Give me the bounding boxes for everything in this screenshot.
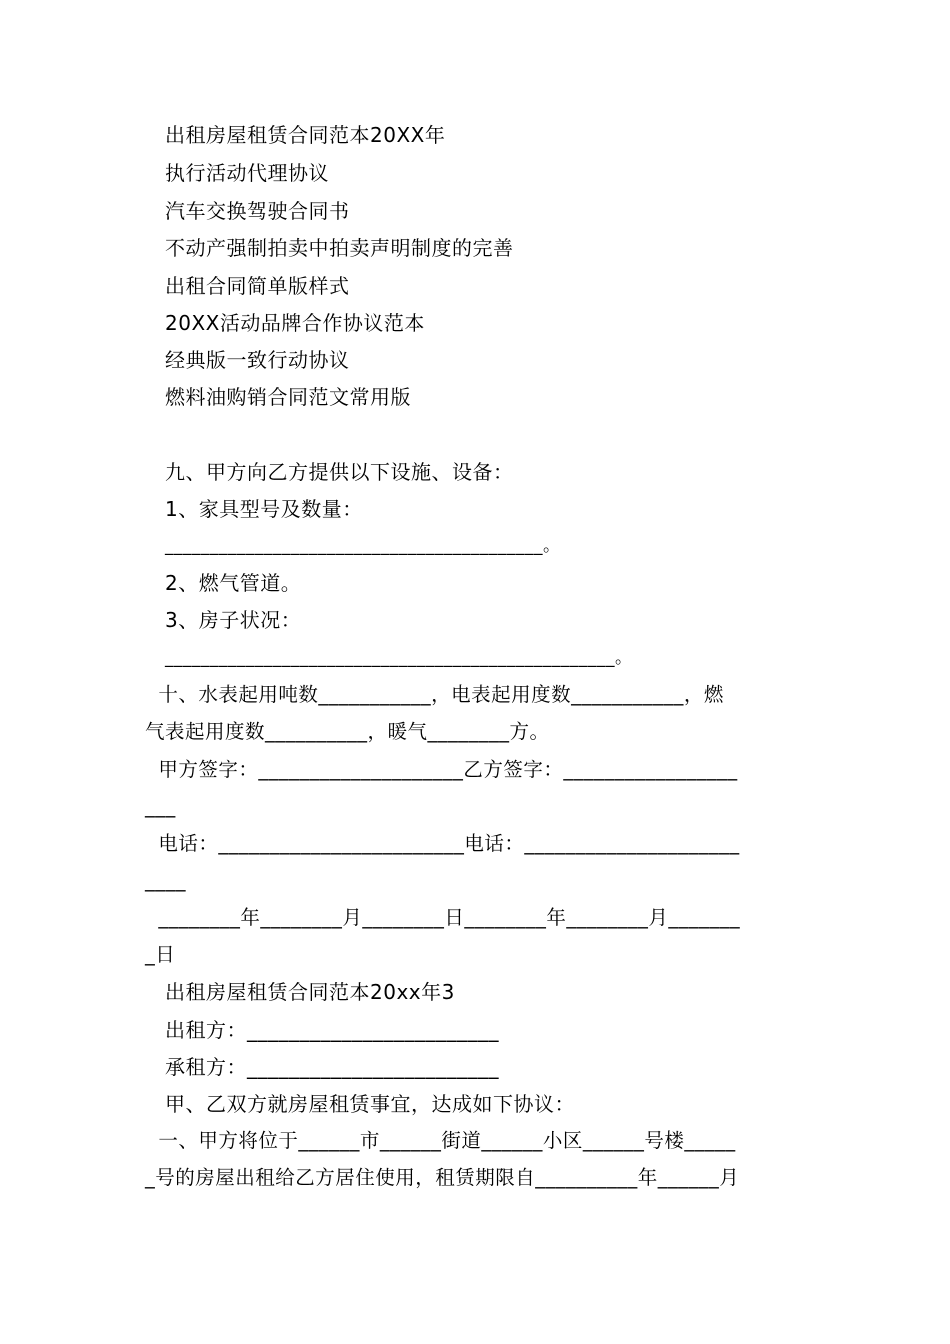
paragraph: 1、家具型号及数量：: [165, 497, 363, 521]
link-item[interactable]: 燃料油购销合同范文常用版: [165, 385, 411, 409]
link-item[interactable]: 经典版一致行动协议: [165, 348, 350, 372]
signature-line: ____: [145, 869, 186, 892]
paragraph: 2、燃气管道。: [165, 571, 302, 595]
date-line: _日: [145, 943, 176, 966]
paragraph: 甲、乙双方就房屋租赁事宜，达成如下协议：: [165, 1092, 575, 1116]
section-heading: 九、甲方向乙方提供以下设施、设备：: [165, 460, 514, 484]
link-item[interactable]: 20XX活动品牌合作协议范本: [165, 311, 425, 335]
link-item[interactable]: 出租合同简单版样式: [165, 274, 350, 298]
fill-in-blank: __________________________________________。: [165, 536, 561, 556]
contract-title: 出租房屋租赁合同范本20xx年3: [165, 980, 455, 1004]
link-item[interactable]: 不动产强制拍卖中拍卖声明制度的完善: [165, 236, 514, 260]
lessor-field: 出租方：________________________: [165, 1018, 499, 1042]
signature-line: 甲方签字：____________________乙方签字：_________________: [145, 758, 738, 781]
link-item[interactable]: 出租房屋租赁合同范本20XX年: [165, 123, 446, 147]
signature-line: 电话：________________________电话：_____________________: [145, 832, 740, 855]
paragraph: 气表起用度数__________，暖气________方。: [145, 720, 550, 743]
link-item[interactable]: 执行活动代理协议: [165, 161, 329, 185]
date-line: ________年________月________日________年________月_______: [145, 906, 741, 929]
lessee-field: 承租方：________________________: [165, 1055, 499, 1079]
paragraph: 3、房子状况：: [165, 608, 302, 632]
paragraph: 一、甲方将位于______市______街道______小区______号楼_____: [145, 1129, 736, 1152]
paragraph: 十、水表起用吨数___________，电表起用度数___________，燃: [145, 683, 724, 706]
signature-line: ___: [145, 795, 176, 818]
link-item[interactable]: 汽车交换驾驶合同书: [165, 199, 350, 223]
paragraph: _号的房屋出租给乙方居住使用，租赁期限自__________年______月: [145, 1166, 740, 1189]
fill-in-blank: __________________________________________________。: [165, 648, 633, 668]
